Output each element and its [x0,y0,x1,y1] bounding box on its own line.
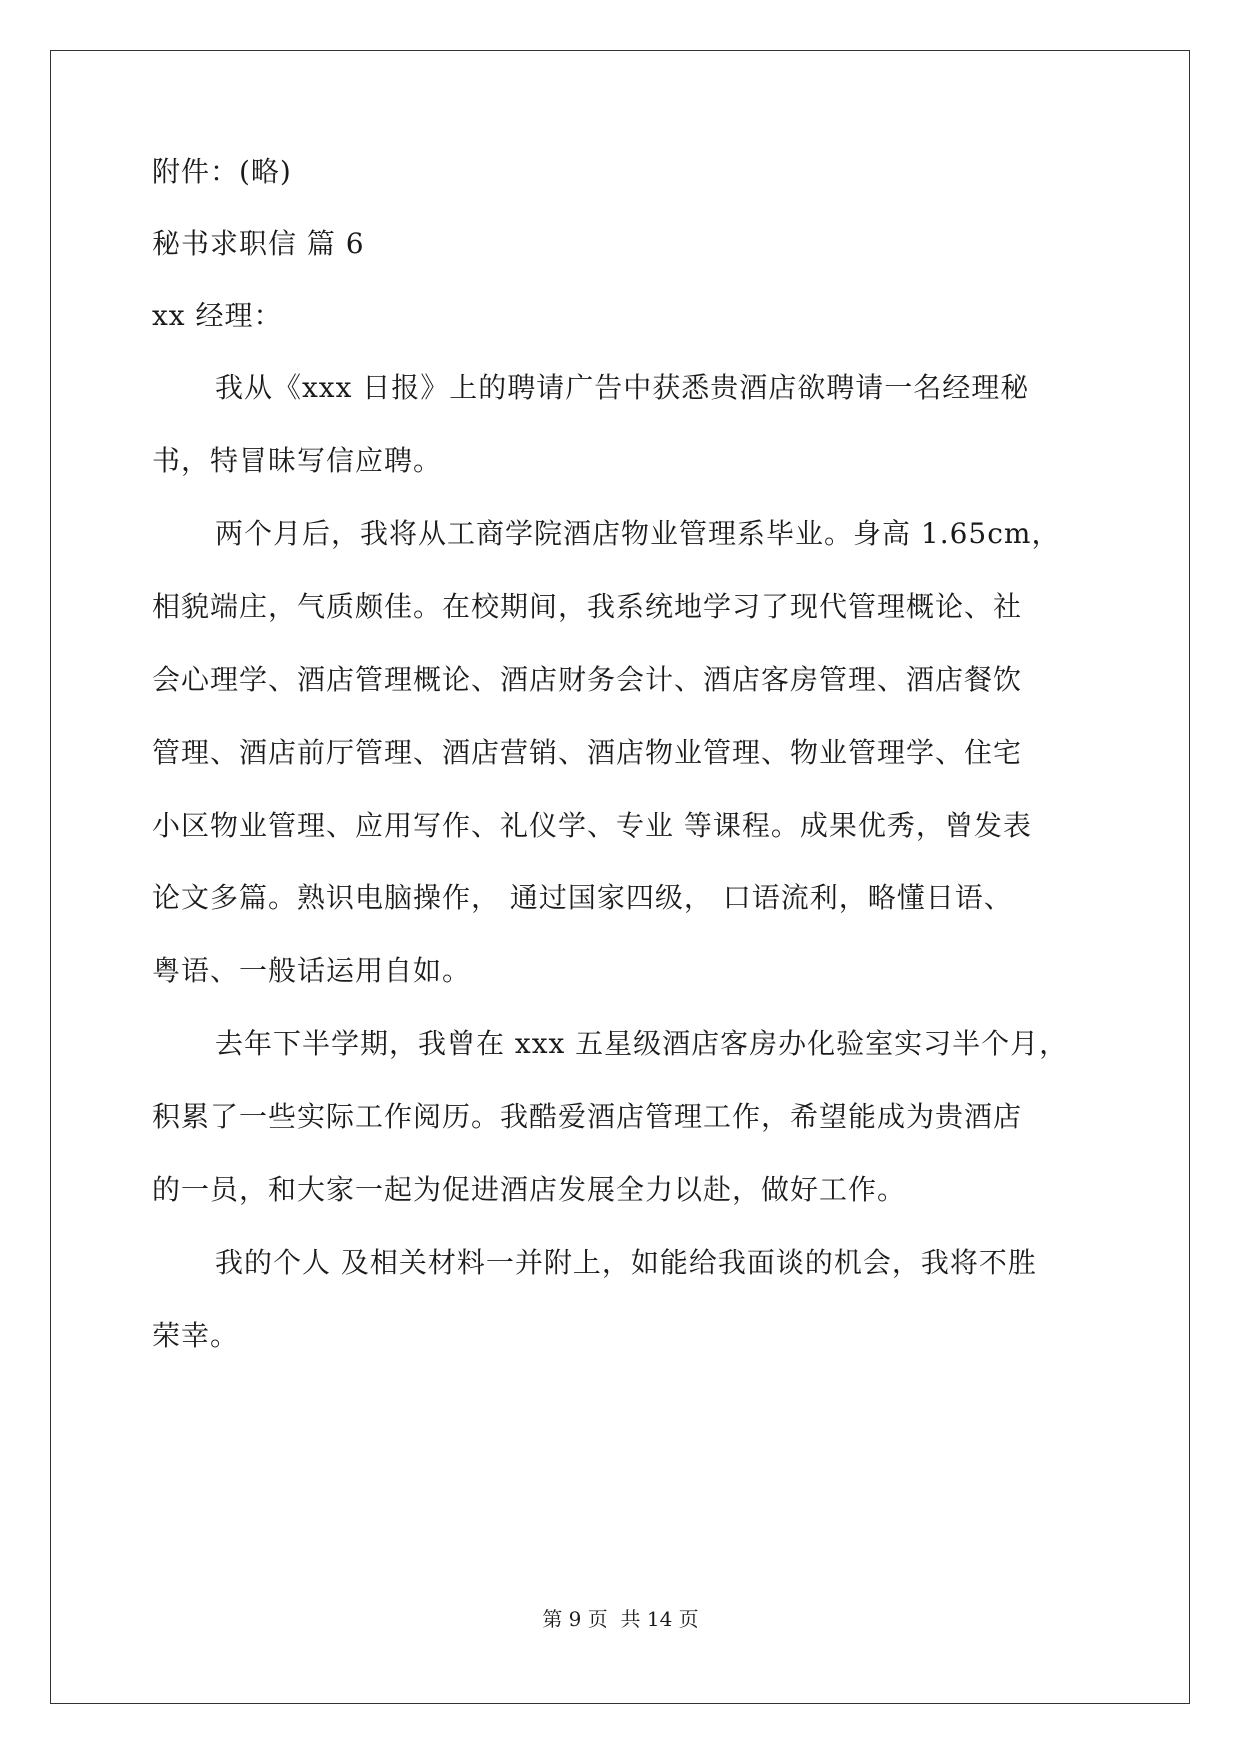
page-number-footer: 第 9 页 共 14 页 [542,1607,699,1631]
salutation: xx 经理： [152,299,283,332]
attachment-line: 附件：(略) [152,155,292,188]
paragraph-2-line-2: 相貌端庄，气质颇佳。在校期间，我系统地学习了现代管理概论、社 [152,590,1023,623]
paragraph-1-line-2: 书，特冒昧写信应聘。 [152,444,443,477]
section-heading: 秘书求职信 篇 6 [152,227,365,260]
paragraph-4-line-1: 我的个人 及相关材料一并附上，如能给我面谈的机会，我将不胜 [215,1246,1037,1279]
paragraph-2-line-6: 论文多篇。熟识电脑操作， 通过国家四级， 口语流利，略懂日语、 [152,881,1013,914]
paragraph-3-line-1: 去年下半学期，我曾在 xxx 五星级酒店客房办化验室实习半个月， [215,1027,1069,1060]
paragraph-2-line-3: 会心理学、酒店管理概论、酒店财务会计、酒店客房管理、酒店餐饮 [152,663,1023,696]
paragraph-2-line-4: 管理、酒店前厅管理、酒店营销、酒店物业管理、物业管理学、住宅 [152,736,1023,769]
paragraph-4-line-2: 荣幸。 [152,1319,240,1352]
paragraph-2-line-5: 小区物业管理、应用写作、礼仪学、专业 等课程。成果优秀，曾发表 [152,809,1032,842]
paragraph-1-line-1: 我从《xxx 日报》上的聘请广告中获悉贵酒店欲聘请一名经理秘 [215,371,1030,404]
paragraph-2-line-1: 两个月后，我将从工商学院酒店物业管理系毕业。身高 1.65cm， [215,517,1061,550]
paragraph-3-line-3: 的一员，和大家一起为促进酒店发展全力以赴，做好工作。 [152,1173,907,1206]
paragraph-3-line-2: 积累了一些实际工作阅历。我酷爱酒店管理工作，希望能成为贵酒店 [152,1100,1023,1133]
paragraph-2-line-7: 粤语、一般话运用自如。 [152,954,472,987]
